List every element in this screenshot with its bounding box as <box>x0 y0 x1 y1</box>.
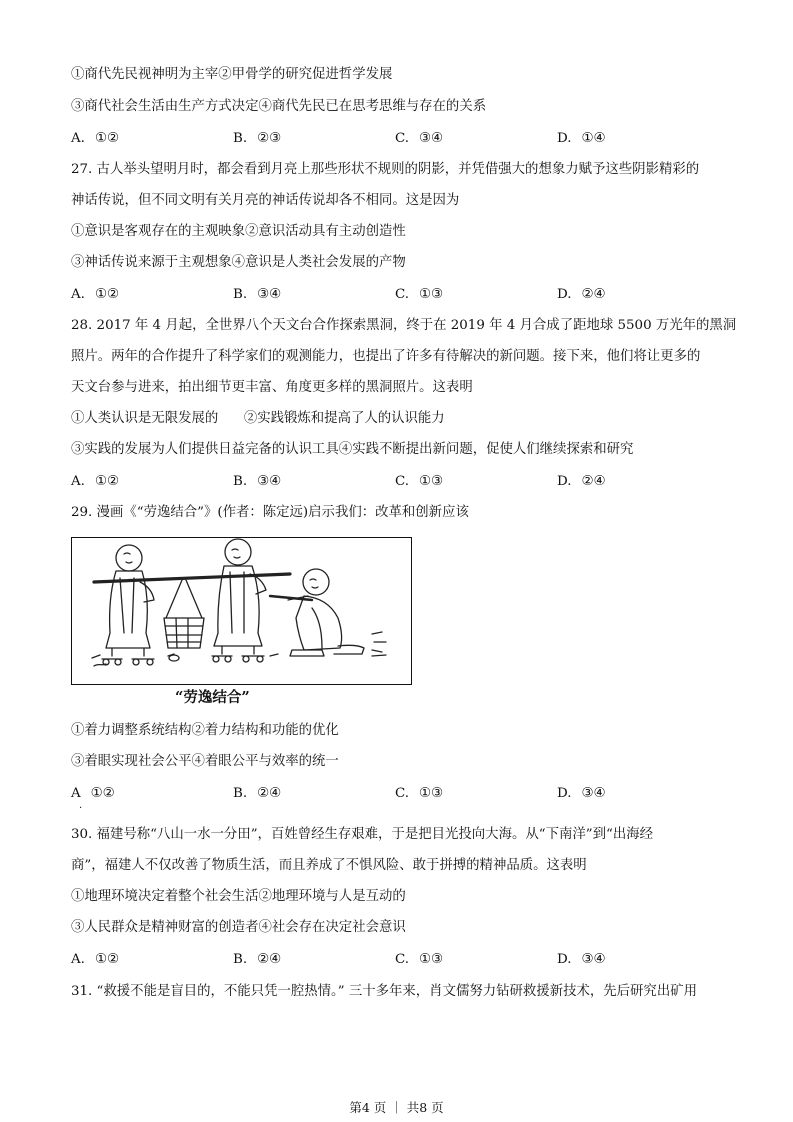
options-q28 <box>71 473 711 491</box>
question-29-stem: 29. 漫画《“劳逸结合”》(作者：陈定远)启示我们：改革和创新应该 <box>71 505 469 520</box>
option-d[interactable]: D. ③④ <box>557 786 606 801</box>
statement-line: ①意识是客观存在的主观映象②意识活动具有主动创造性 <box>71 224 406 239</box>
statement-line: ③神话传说来源于主观想象④意识是人类社会发展的产物 <box>71 255 406 270</box>
comic-caption: “劳逸结合” <box>175 689 250 706</box>
option-a[interactable]: A ①② <box>71 786 115 801</box>
water-bucket <box>164 580 204 648</box>
option-b[interactable]: B. ②④ <box>233 952 282 967</box>
option-b[interactable]: B. ②④ <box>233 786 282 801</box>
option-d[interactable]: D. ②④ <box>557 474 606 489</box>
question-31-stem: 31. “救援不能是盲目的，不能只凭一腔热情。” 三十多年来，肖文儒努力钻研救援新技术，先后研究出矿用 <box>71 984 697 999</box>
monk-middle <box>212 539 266 662</box>
options-q29 <box>71 785 711 803</box>
statement-line: ③实践的发展为人们提供日益完备的认识工具④实践不断提出新问题，促使人们继续探索和研究 <box>71 442 634 457</box>
option-b[interactable]: B. ③④ <box>233 474 282 489</box>
comic-drawing <box>72 538 410 683</box>
question-28-stem: 天文台参与进来，拍出细节更丰富、角度更多样的黑洞照片。这表明 <box>71 380 473 395</box>
options-q27 <box>71 286 711 304</box>
option-d[interactable]: D. ①④ <box>557 131 606 146</box>
question-30-stem: 30. 福建号称“八山一水一分田”，百姓曾经生存艰难，于是把目光投向大海。从“下南洋”到“出海经 <box>71 827 654 842</box>
option-c[interactable]: C. ①③ <box>395 952 444 967</box>
question-27-stem: 神话传说，但不同文明有关月亮的神话传说却各不相同。这是因为 <box>71 193 460 208</box>
option-c[interactable]: C. ①③ <box>395 287 444 302</box>
option-c[interactable]: C. ①③ <box>395 474 444 489</box>
question-30-stem: 商”，福建人不仅改善了物质生活，而且养成了不惧风险、敢于拼搏的精神品质。这表明 <box>71 858 587 873</box>
question-28-stem: 28. 2017 年 4 月起，全世界八个天文台合作探索黑洞，终于在 2019 年 4 月合成了距地球 5500 万光年的黑洞 <box>71 318 737 333</box>
statement-line: ③商代社会生活由生产方式决定④商代先民已在思考思维与存在的关系 <box>71 99 487 114</box>
option-c[interactable]: C. ③④ <box>395 131 444 146</box>
options-q26 <box>71 130 711 148</box>
statement-line: ①人类认识是无限发展的 ②实践锻炼和提高了人的认识能力 <box>71 411 445 426</box>
option-a[interactable]: A. ①② <box>71 287 119 302</box>
monk-left <box>102 545 154 665</box>
option-a[interactable]: A. ①② <box>71 952 119 967</box>
statement-line: ③着眼实现社会公平④着眼公平与效率的统一 <box>71 754 339 769</box>
page-footer: 第4 页 ｜ 共8 页 <box>349 1100 444 1115</box>
stray-mark: · <box>79 803 83 814</box>
statement-line: ①地理环境决定着整个社会生活②地理环境与人是互动的 <box>71 889 406 904</box>
statement-line: ①商代先民视神明为主宰②甲骨学的研究促进哲学发展 <box>71 67 393 82</box>
statement-line: ③人民群众是精神财富的创造者④社会存在决定社会意识 <box>71 920 406 935</box>
option-b[interactable]: B. ③④ <box>233 287 282 302</box>
option-d[interactable]: D. ③④ <box>557 952 606 967</box>
option-c[interactable]: C. ①③ <box>395 786 444 801</box>
options-q30 <box>71 951 711 969</box>
option-d[interactable]: D. ②④ <box>557 287 606 302</box>
question-28-stem: 照片。两年的合作提升了科学家们的观测能力，也提出了许多有待解决的新问题。接下来，他们将让更多的 <box>71 349 701 364</box>
option-b[interactable]: B. ②③ <box>233 131 282 146</box>
comic-illustration <box>71 537 412 685</box>
question-27-stem: 27. 古人举头望明月时，都会看到月亮上那些形状不规则的阴影，并凭借强大的想象力赋予这些阴影精彩的 <box>71 162 700 177</box>
option-a[interactable]: A. ①② <box>71 131 119 146</box>
statement-line: ①着力调整系统结构②着力结构和功能的优化 <box>71 723 339 738</box>
option-a[interactable]: A. ①② <box>71 474 119 489</box>
monk-pushing <box>270 569 386 656</box>
